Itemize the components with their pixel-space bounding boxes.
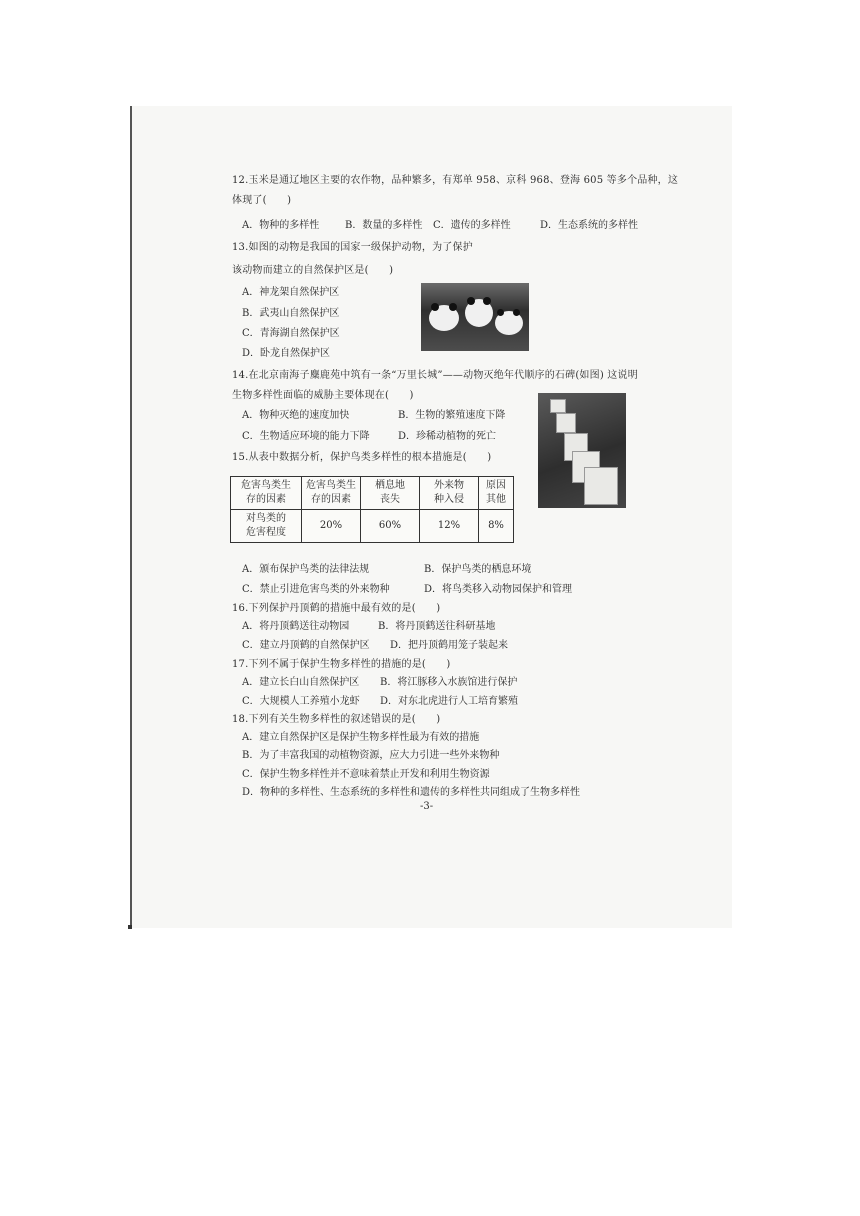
q18-option-a: A．建立自然保护区是保护生物多样性最为有效的措施 bbox=[242, 732, 480, 743]
q15-option-b: B．保护鸟类的栖息环境 bbox=[424, 564, 532, 575]
q14-option-c: C．生物适应环境的能力下降 bbox=[242, 431, 370, 442]
q14-option-d: D．珍稀动植物的死亡 bbox=[398, 431, 497, 442]
page-number: -3- bbox=[420, 801, 434, 812]
q13-option-d: D．卧龙自然保护区 bbox=[242, 348, 331, 359]
row-label-cell: 对鸟类的 危害程度 bbox=[231, 510, 302, 543]
question-15-stem: 15.从表中数据分析，保护鸟类多样性的根本措施是( ) bbox=[232, 452, 492, 463]
q14-option-a: A．物种灭绝的速度加快 bbox=[242, 410, 350, 421]
value-cell: 60% bbox=[361, 510, 420, 543]
q13-option-a: A．神龙架自然保护区 bbox=[242, 287, 340, 298]
q16-option-a: A．将丹顶鹤送往动物园 bbox=[242, 621, 350, 632]
q16-option-d: D．把丹顶鹤用笼子装起来 bbox=[390, 640, 509, 651]
q12-option-d: D．生态系统的多样性 bbox=[540, 220, 639, 231]
header-cell: 原因 其他 bbox=[479, 477, 514, 510]
question-13-stem-cont: 该动物而建立的自然保护区是( ) bbox=[232, 265, 394, 276]
q16-option-b: B．将丹顶鹤送往科研基地 bbox=[378, 621, 496, 632]
question-14-stem: 14.在北京南海子麋鹿苑中筑有一条“万里长城”——动物灭绝年代顺序的石碑(如图) 这说明 bbox=[232, 370, 638, 381]
q15-option-a: A．颁布保护鸟类的法律法规 bbox=[242, 564, 370, 575]
q12-option-a: A．物种的多样性 bbox=[242, 220, 320, 231]
question-12-stem-cont: 体现了( ) bbox=[232, 195, 292, 206]
q15-option-d: D．将鸟类移入动物园保护和管理 bbox=[424, 584, 573, 595]
question-18-stem: 18.下列有关生物多样性的叙述错误的是( ) bbox=[232, 714, 441, 725]
q17-option-a: A．建立长白山自然保护区 bbox=[242, 677, 360, 688]
q16-option-c: C．建立丹顶鹤的自然保护区 bbox=[242, 640, 370, 651]
q12-option-b: B．数量的多样性 bbox=[345, 220, 423, 231]
q18-option-d: D．物种的多样性、生态系统的多样性和遗传的多样性共同组成了生物多样性 bbox=[242, 787, 581, 798]
q18-option-c: C．保护生物多样性并不意味着禁止开发和利用生物资源 bbox=[242, 769, 490, 780]
stone-tablets-photo bbox=[538, 393, 626, 508]
q17-option-d: D．对东北虎进行人工培育繁殖 bbox=[380, 696, 519, 707]
giant-panda-photo bbox=[421, 283, 529, 351]
question-14-stem-cont: 生物多样性面临的威胁主要体现在( ) bbox=[232, 390, 414, 401]
question-12-stem: 12.玉米是通辽地区主要的农作物，品种繁多，有郑单 958、京科 968、登海 605 等多个品种，这 bbox=[232, 175, 679, 186]
q17-option-b: B．将江豚移入水族馆进行保护 bbox=[380, 677, 518, 688]
header-cell: 栖息地 丧失 bbox=[361, 477, 420, 510]
value-cell: 12% bbox=[420, 510, 479, 543]
q14-option-b: B．生物的繁殖速度下降 bbox=[398, 410, 506, 421]
header-cell: 危害鸟类生 存的因素 bbox=[231, 477, 302, 510]
q13-option-b: B．武夷山自然保护区 bbox=[242, 308, 340, 319]
header-cell: 危害鸟类生 存的因素 bbox=[302, 477, 361, 510]
question-16-stem: 16.下列保护丹顶鹤的措施中最有效的是( ) bbox=[232, 603, 441, 614]
q18-option-b: B．为了丰富我国的动植物资源，应大力引进一些外来物种 bbox=[242, 750, 500, 761]
q15-option-c: C．禁止引进危害鸟类的外来物种 bbox=[242, 584, 390, 595]
bird-threat-table bbox=[230, 476, 514, 543]
table-header-row bbox=[231, 477, 514, 510]
q13-option-c: C．青海湖自然保护区 bbox=[242, 328, 340, 339]
question-13-stem: 13.如图的动物是我国的国家一级保护动物，为了保护 bbox=[232, 242, 473, 253]
value-cell: 20% bbox=[302, 510, 361, 543]
q12-option-c: C．遗传的多样性 bbox=[433, 220, 511, 231]
q17-option-c: C．大规模人工养殖小龙虾 bbox=[242, 696, 360, 707]
value-cell: 8% bbox=[479, 510, 514, 543]
question-17-stem: 17.下列不属于保护生物多样性的措施的是( ) bbox=[232, 659, 451, 670]
table-row bbox=[231, 510, 514, 543]
header-cell: 外来物 种入侵 bbox=[420, 477, 479, 510]
scan-mark bbox=[128, 925, 132, 929]
